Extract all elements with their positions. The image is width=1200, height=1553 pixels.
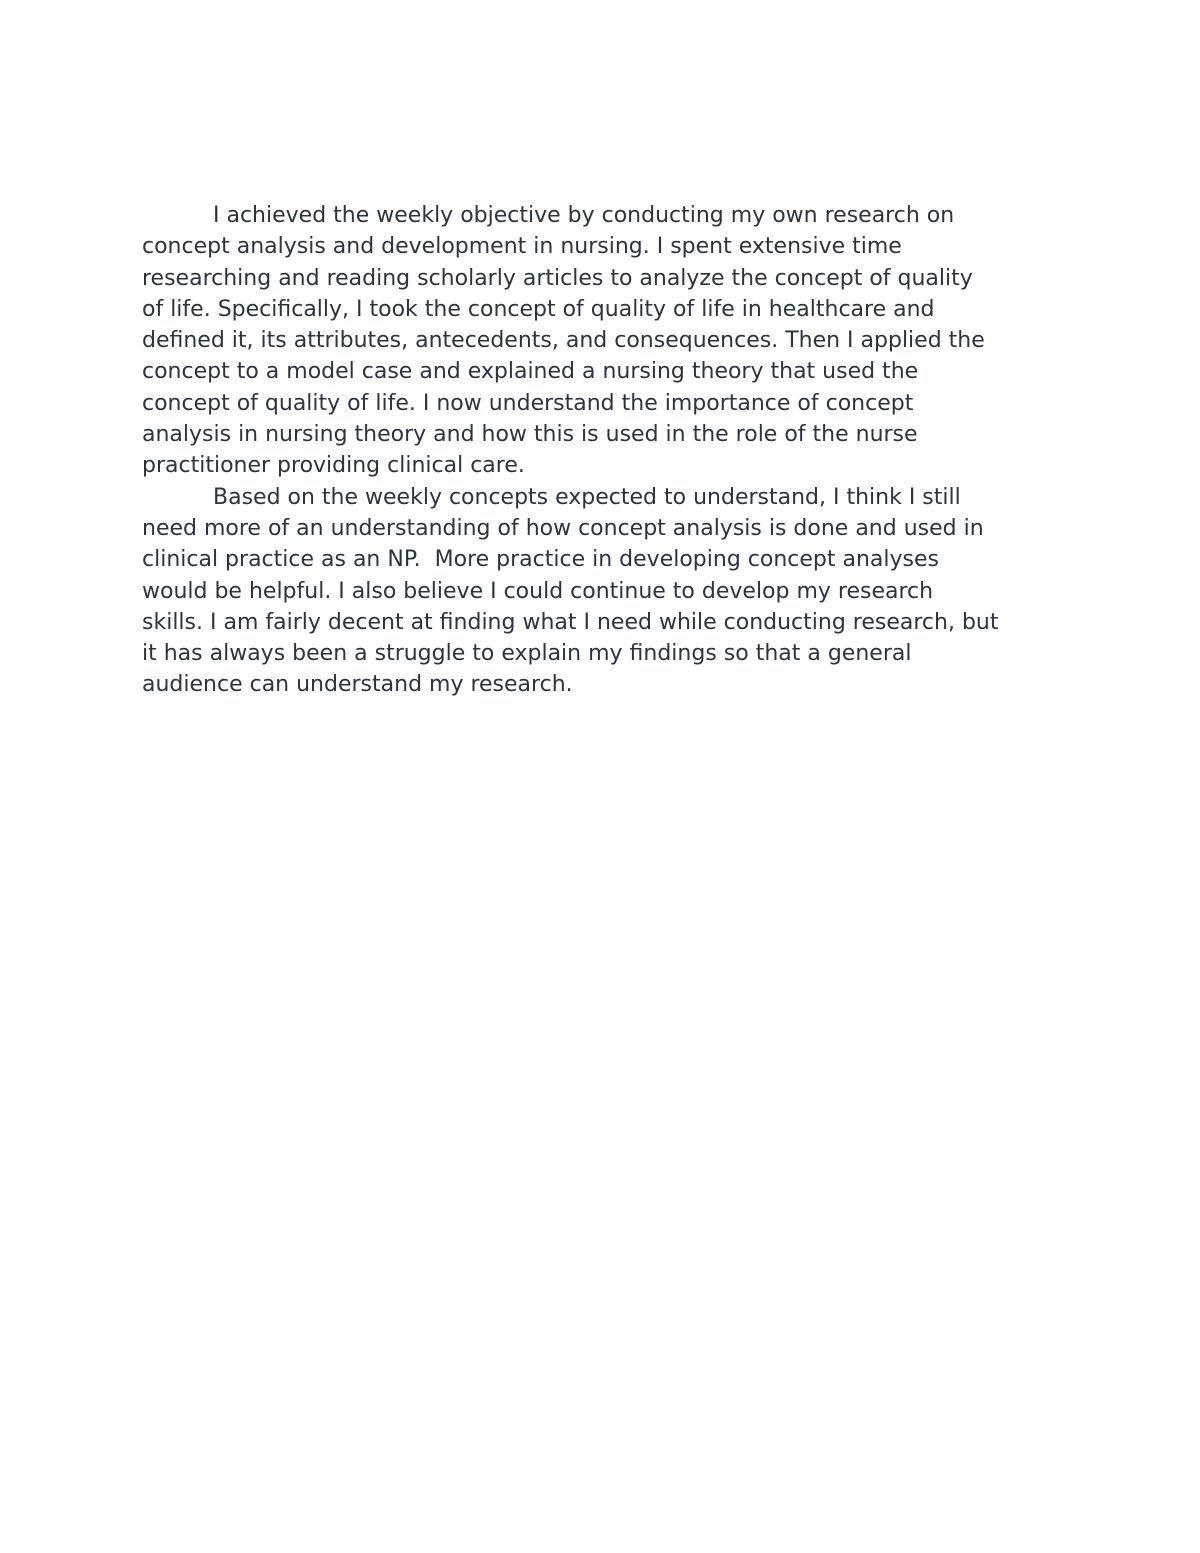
text-line: would be helpful. I also believe I could continue to develop my research bbox=[142, 578, 934, 604]
text-line: practitioner providing clinical care. bbox=[142, 453, 525, 479]
text-line: analysis in nursing theory and how this is used in the role of the nurse bbox=[142, 422, 918, 448]
text-line: I achieved the weekly objective by conducting my own research on bbox=[213, 203, 955, 228]
text-line: concept analysis and development in nursing. I spent extensive time bbox=[142, 234, 902, 260]
text-line: skills. I am fairly decent at finding what I need while conducting research, but bbox=[142, 609, 999, 635]
text-line: of life. Specifically, I took the concept of quality of life in healthcare and bbox=[142, 296, 935, 322]
text-line: concept of quality of life. I now understand the importance of concept bbox=[142, 390, 914, 416]
text-line: need more of an understanding of how concept analysis is done and used in bbox=[142, 515, 984, 541]
paragraph-1 bbox=[142, 200, 1072, 482]
paragraph-2 bbox=[142, 482, 1072, 701]
text-line: it has always been a struggle to explain my findings so that a general bbox=[142, 641, 912, 667]
text-line: concept to a model case and explained a nursing theory that used the bbox=[142, 359, 919, 385]
document-body bbox=[142, 200, 1072, 701]
text-line: defined it, its attributes, antecedents, and consequences. Then I applied the bbox=[142, 328, 985, 354]
text-line: clinical practice as an NP. More practice in developing concept analyses bbox=[142, 547, 939, 573]
text-line: audience can understand my research. bbox=[142, 672, 573, 698]
text-line: researching and reading scholarly articles to analyze the concept of quality bbox=[142, 265, 973, 291]
text-line: Based on the weekly concepts expected to understand, I think I still bbox=[213, 484, 961, 510]
